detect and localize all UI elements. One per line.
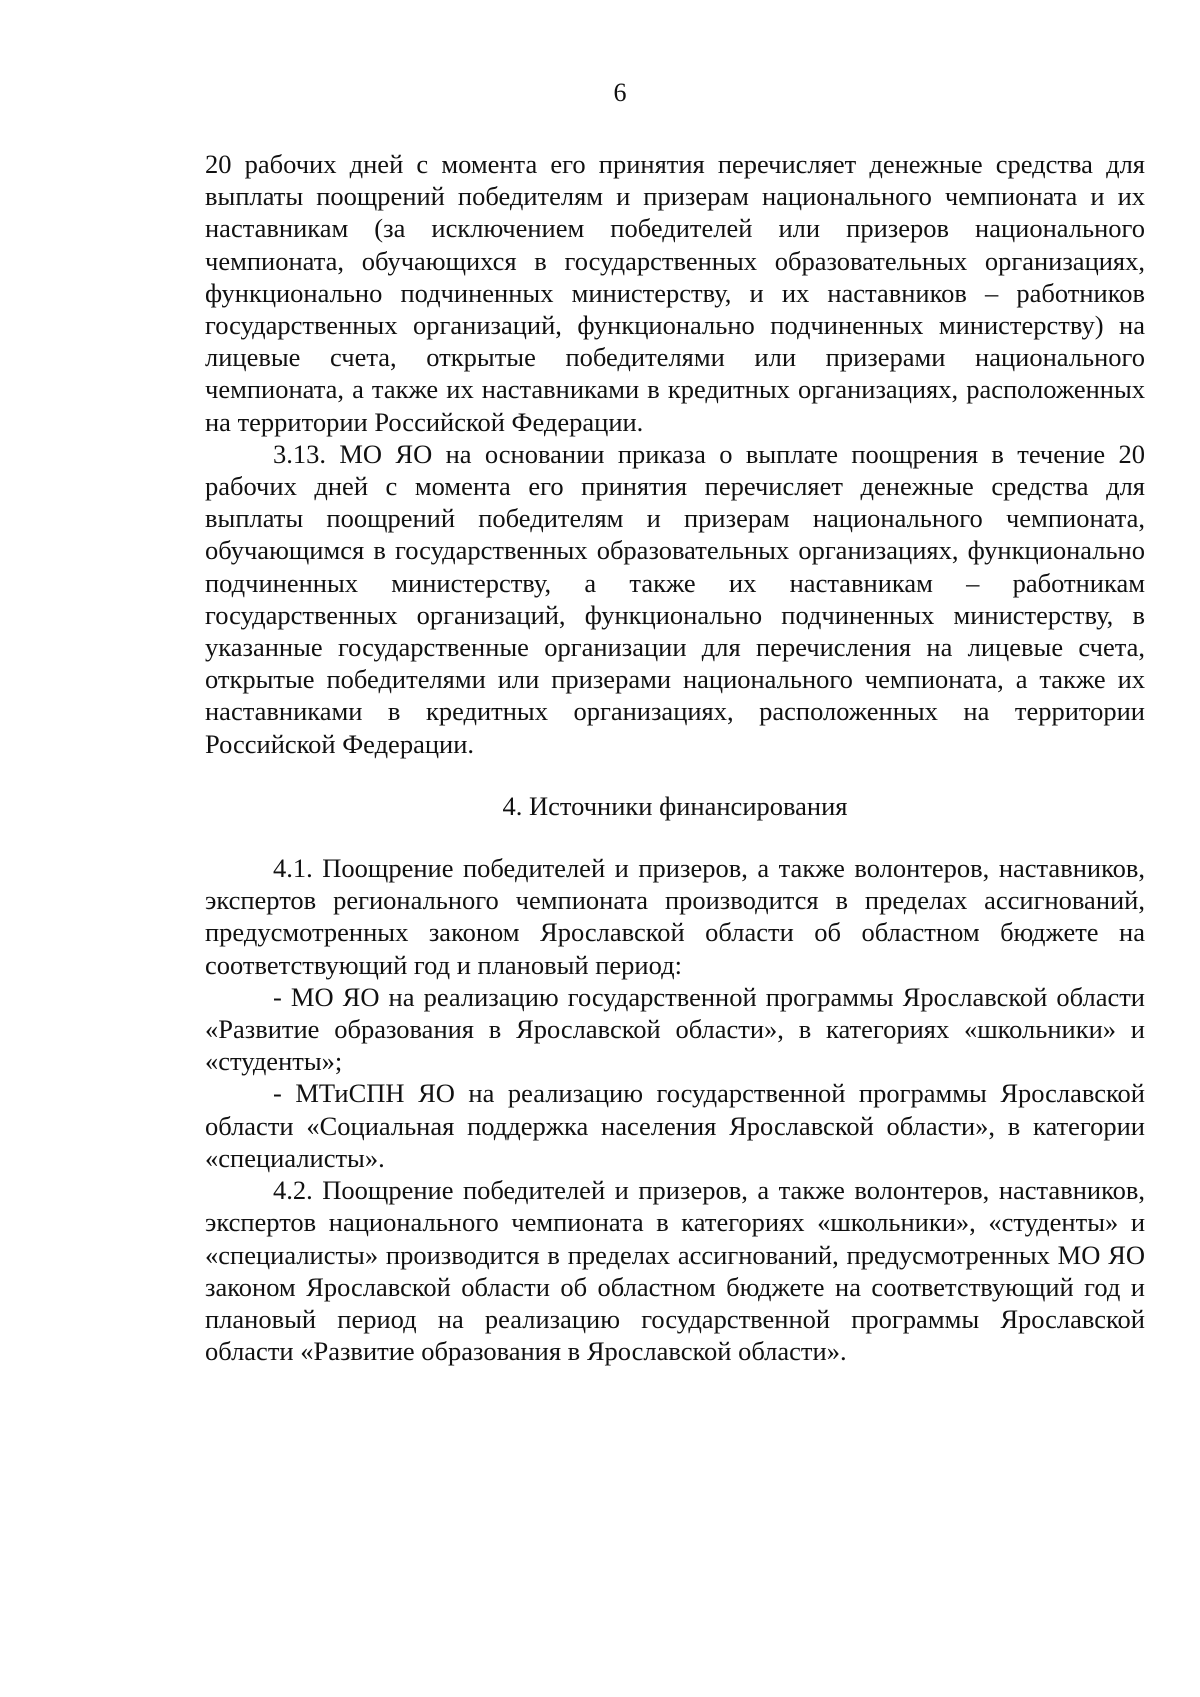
- list-item-mtispn-yao: - МТиСПН ЯО на реализацию государственной программы Ярославской области «Социальная поддержка населения Ярославской области», в категории «специалисты».: [205, 1078, 1145, 1173]
- paragraph-continued: 20 рабочих дней с момента его принятия перечисляет денежные средства для выплаты поощрений победителям и призерам национального чемпионата и их наставникам (за исключением победителей или призеров национального чемпионата, обучающихся в государственных образовательных организациях, функционально подчиненных министерству, и их наставников – работников государственных организаций, функционально подчиненных министерству) на лицевые счета, открытые победителями или призерами национального чемпионата, а также их наставниками в кредитных организациях, расположенных на территории Российской Федерации.: [205, 149, 1145, 437]
- section-heading: 4. Источники финансирования: [502, 790, 848, 821]
- page-number: 6: [613, 78, 627, 107]
- list-item-mo-yao: - МО ЯО на реализацию государственной программы Ярославской области «Развитие образования в Ярославской области», в категориях «школьники» и «студенты»;: [205, 981, 1145, 1077]
- document-body: [205, 148, 1145, 1367]
- paragraph-4-1: 4.1. Поощрение победителей и призеров, а также волонтеров, наставников, экспертов регионального чемпионата производится в пределах ассигнований, предусмотренных законом Ярославской области об областном бюджете на соответствующий год и плановый период:: [205, 853, 1145, 980]
- paragraph-3-13: 3.13. МО ЯО на основании приказа о выплате поощрения в течение 20 рабочих дней с момента его принятия перечисляет денежные средства для выплаты поощрений победителям и призерам национального чемпионата, обучающимся в государственных образовательных организациях, функционально подчиненных министерству, а также их наставникам – работникам государственных организаций, функционально подчиненных министерству, в указанные государственные организации для перечисления на лицевые счета, открытые победителями или призерами национального чемпионата, а также их наставниками в кредитных организациях, расположенных на территории Российской Федерации.: [205, 438, 1145, 759]
- paragraph-4-2: 4.2. Поощрение победителей и призеров, а также волонтеров, наставников, экспертов национального чемпионата в категориях «школьники», «студенты» и «специалисты» производится в пределах ассигнований, предусмотренных МО ЯО законом Ярославской области об областном бюджете на соответствующий год и плановый период на реализацию государственной программы Ярославской области «Развитие образования в Ярославской области».: [205, 1175, 1145, 1367]
